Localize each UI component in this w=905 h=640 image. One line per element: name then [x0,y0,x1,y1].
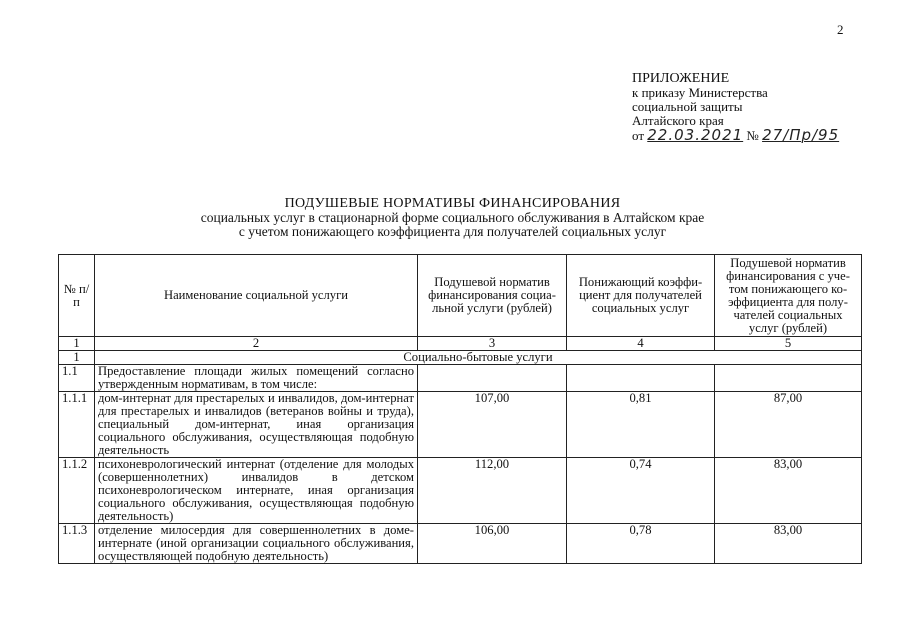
row-value: 83,00 [715,458,862,524]
row-norm: 107,00 [418,392,567,458]
row-coef: 0,78 [567,524,715,564]
col-number-4: 4 [567,337,715,351]
column-numbers-row [59,337,862,351]
header-name: Наименование социальной услуги [95,255,418,337]
table-row [59,524,862,564]
header-norm-coef: Подушевой норматив финансирования с уче-том понижающего ко-эффициента для полу-чателей социальных услуг (рублей) [715,255,862,337]
table-row [59,458,862,524]
row-coef: 0,74 [567,458,715,524]
row-name: психоневрологический интернат (отделение для молодых (совершеннолетних) инвалидов в детском психоневрологическом интернате, иная организация социального обслуживания, осуществляющая подобную деятельность) [95,458,418,524]
col-number-2: 2 [95,337,418,351]
row-coef [567,365,715,392]
page-number: 2 [837,22,844,37]
table-row [59,365,862,392]
section-num: 1 [59,351,95,365]
header-num: № п/п [59,255,95,337]
from-label: от [632,128,645,143]
order-number: 27/Пр/95 [762,126,840,144]
row-num: 1.1.3 [59,524,95,564]
row-value: 87,00 [715,392,862,458]
norms-table [58,254,862,564]
appendix-line-1: к приказу Министерства [632,85,768,100]
appendix-block [632,72,839,143]
title-line-3: с учетом понижающего коэффициента для получателей социальных услуг [238,224,667,239]
table-row [59,392,862,458]
number-label: № [746,128,759,143]
col-number-1: 1 [59,337,95,351]
row-name: Предоставление площади жилых помещений согласно утвержденным нормативам, в том числе: [95,365,418,392]
header-coef: Понижающий коэффи-циент для получателей социальных услуг [567,255,715,337]
row-value: 83,00 [715,524,862,564]
table-header-row [59,255,862,337]
appendix-line-2: социальной защиты [632,99,743,114]
row-norm [418,365,567,392]
row-num: 1.1 [59,365,95,392]
section-row [59,351,862,365]
row-value [715,365,862,392]
header-norm: Подушевой норматив финансирования социа-льной услуги (рублей) [418,255,567,337]
row-name: отделение милосердия для совершеннолетних в доме-интернате (иной организации социального обслуживания, осуществляющей подобную деятельность) [95,524,418,564]
col-number-3: 3 [418,337,567,351]
row-name: дом-интернат для престарелых и инвалидов, дом-интернат для престарелых и инвалидов (ветеранов войны и труда), специальный дом-интернат, иная организация социального обслуживания, осуществляющая подобную деятельность [95,392,418,458]
document-title [0,197,905,239]
title-line-2: социальных услуг в стационарной форме социального обслуживания в Алтайском крае [200,210,705,225]
appendix-heading: ПРИЛОЖЕНИЕ [632,71,730,86]
appendix-line-3: Алтайского края [632,113,724,128]
order-date: 22.03.2021 [647,126,744,144]
title-main: ПОДУШЕВЫЕ НОРМАТИВЫ ФИНАНСИРОВАНИЯ [284,196,621,211]
col-number-5: 5 [715,337,862,351]
row-num: 1.1.1 [59,392,95,458]
appendix-date-line [632,128,839,143]
row-num: 1.1.2 [59,458,95,524]
row-norm: 106,00 [418,524,567,564]
row-coef: 0,81 [567,392,715,458]
row-norm: 112,00 [418,458,567,524]
section-name: Социально-бытовые услуги [95,351,862,365]
